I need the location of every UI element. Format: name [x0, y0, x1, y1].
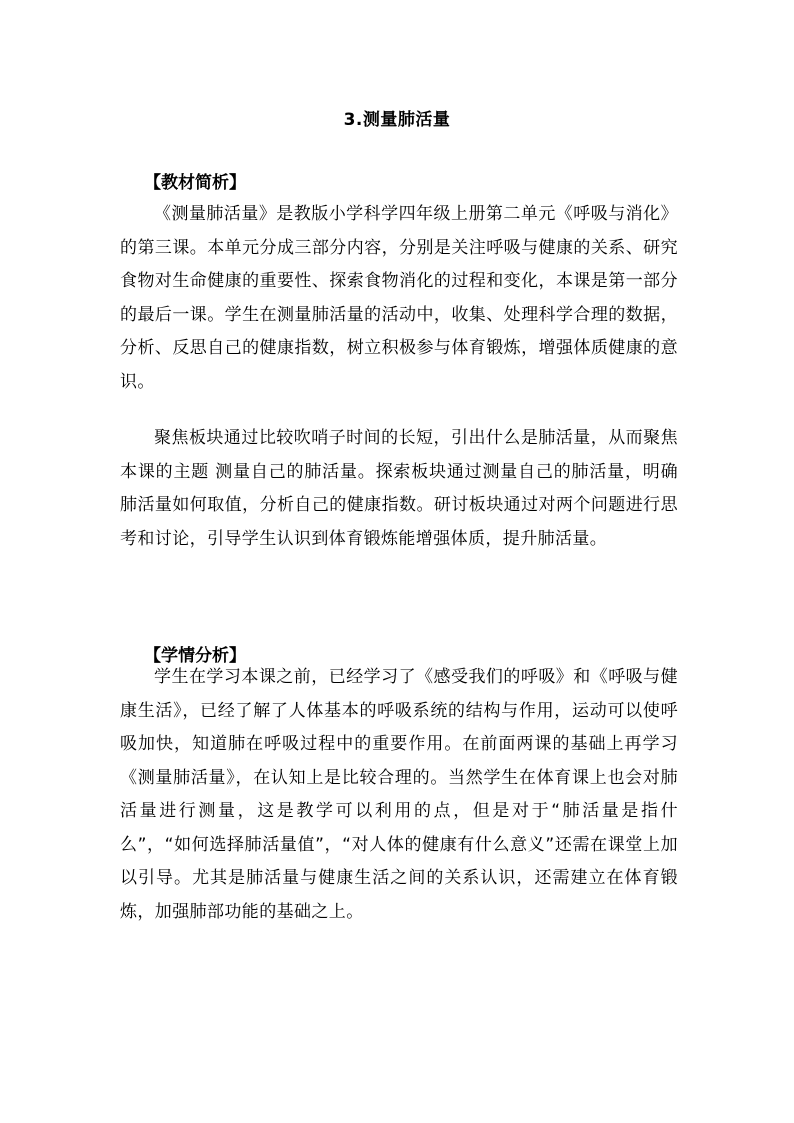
paragraph-learner-analysis-1: 学生在学习本课之前，已经学习了《感受我们的呼吸》和《呼吸与健康生活》，已经了解了人体基本的呼吸系统的结构与作用，运动可以使呼吸加快，知道肺在呼吸过程中的重要作用。在前面两课的基础上再学习《测量肺活量》，在认知上是比较合理的。当然学生在体育课上也会对肺活量进行测量，这是教学可以利用的点，但是对于“肺活量是指什么”，“如何选择肺活量值”，“对人体的健康有什么意义”还需在课堂上加以引导。尤其是肺活量与健康生活之间的关系认识，还需建立在体育锻炼，加强肺部功能的基础之上。 — [120, 667, 678, 922]
section-heading-learner-analysis: 【学情分析】 — [144, 646, 246, 666]
paragraph-textbook-analysis-2: 聚焦板块通过比较吹哨子时间的长短，引出什么是肺活量，从而聚焦本课的主题 测量自己的肺活量。探索板块通过测量自己的肺活量，明确肺活量如何取值，分析自己的健康指数。研讨板块通过对两个问题进行思考和讨论，引导学生认识到体育锻炼能增强体质，提升肺活量。 — [120, 428, 678, 549]
paragraph-textbook-analysis-1: 《测量肺活量》是教版小学科学四年级上册第二单元《呼吸与消化》的第三课。本单元分成三部分内容，分别是关注呼吸与健康的关系、研究食物对生命健康的重要性、探索食物消化的过程和变化，本课是第一部分的最后一课。学生在测量肺活量的活动中，收集、处理科学合理的数据，分析、反思自己的健康指数，树立积极参与体育锻炼，增强体质健康的意识。 — [120, 204, 678, 392]
document-title: 3.测量肺活量 — [343, 110, 451, 131]
section-heading-textbook-analysis: 【教材简析】 — [144, 173, 246, 193]
